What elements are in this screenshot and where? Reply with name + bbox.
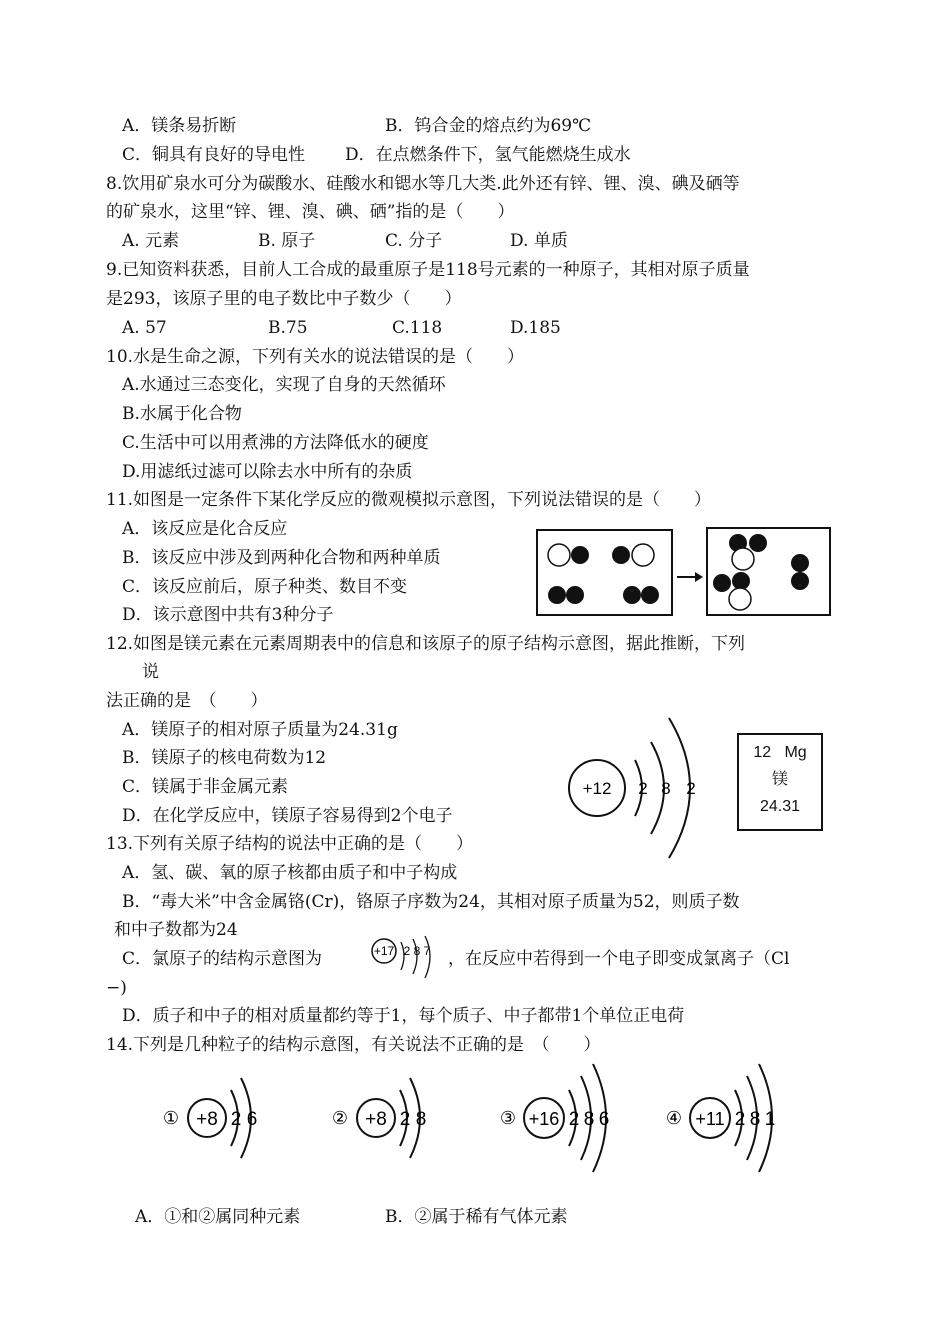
q7-option-a: A．镁条易折断 [122,116,237,136]
q7-option-b: B．钨合金的熔点约为69℃ [385,116,592,136]
q8-option-c: C. 分子 [385,231,443,251]
q10-option-d: D.用滤纸过滤可以除去水中所有的杂质 [122,462,413,482]
mg-shell-1-electrons: 2 [638,779,648,798]
q14-option-a: A．①和②属同种元素 [135,1207,301,1227]
q14-stem: 14.下列是几种粒子的结构示意图，有关说法不正确的是 （ ） [106,1035,601,1055]
q13-option-a: A．氢、碳、氧的原子核都由质子和中子构成 [122,863,458,883]
particle-4-shell-1: 2 [734,1109,746,1130]
q8-option-d: D. 单质 [510,231,568,251]
q12-option-c: C．镁属于非金属元素 [122,777,289,797]
particle-4-shell-2: 8 [749,1109,761,1130]
q11-option-b: B．该反应中涉及到两种化合物和两种单质 [122,548,441,568]
q9-option-d: D.185 [510,318,561,338]
mg-element-name: 镁 [771,771,788,788]
q8-option-b: B. 原子 [258,231,316,251]
particle-2-shell-2: 8 [415,1109,427,1130]
q13-option-c-end: −) [106,978,127,998]
q7-option-c: C．铜具有良好的导电性 [122,145,306,165]
q13-option-b-line1: B．“毒大米”中含金属铬(Cr)，铬原子序数为24，其相对原子质量为52，则质子数 [122,892,740,912]
mg-element-symbol: Mg [784,744,807,761]
q13-option-b-line2: 和中子数都为24 [114,920,238,940]
particle-1-label: ① [162,1108,180,1128]
q12-stem-line3: 法正确的是 （ ） [106,691,268,711]
q12-option-b: B．镁原子的核电荷数为12 [122,748,327,768]
reaction-diagram [535,525,835,620]
mg-periodic-cell [737,733,823,831]
cl-atom-diagram [367,934,447,982]
reactant-box [537,530,672,615]
particle-1-nucleus-label: +8 [196,1109,218,1130]
q14-option-b: B．②属于稀有气体元素 [385,1207,568,1227]
particle-2-shell-1: 2 [399,1109,411,1130]
q9-option-b: B.75 [268,318,308,338]
q7-option-d: D．在点燃条件下，氢气能燃烧生成水 [345,145,631,165]
reaction-arrow [677,572,703,582]
q8-stem-line2: 的矿泉水，这里“锌、锂、溴、碘、硒”指的是（ ） [106,202,515,222]
q10-option-b: B.水属于化合物 [122,404,242,424]
particle-2 [332,1078,426,1158]
mg-shell-2-electrons: 8 [661,779,671,798]
mg-nucleus-label: +12 [582,779,612,798]
q11-option-d: D．该示意图中共有3种分子 [122,605,334,625]
particle-3-nucleus-label: +16 [528,1109,560,1129]
particle-1 [163,1078,257,1158]
q9-stem-line1: 9.已知资料获悉，目前人工合成的最重原子是118号元素的一种原子，其相对原子质量 [106,260,750,280]
particle-3-shell-2: 8 [583,1109,595,1130]
cl-nucleus-label: +17 [373,944,395,958]
q9-stem-line2: 是293，该原子里的电子数比中子数少（ ） [106,289,462,309]
mg-cell-top [739,739,821,766]
q13-option-c-pre: C．氯原子的结构示意图为 [122,949,323,969]
q11-stem: 11.如图是一定条件下某化学反应的微观模拟示意图，下列说法错误的是（ ） [106,490,712,510]
q10-stem: 10.水是生命之源，下列有关水的说法错误的是（ ） [106,347,525,367]
mg-shell-3-electrons: 2 [686,779,696,798]
particle-1-shell-2: 6 [246,1109,258,1130]
particle-3-shell-3: 6 [598,1109,610,1130]
q11-option-c: C．该反应前后，原子种类、数目不变 [122,577,408,597]
particle-4 [666,1064,775,1172]
particle-3-label: ③ [499,1108,517,1128]
q11-option-a: A．该反应是化合反应 [122,519,288,539]
particle-2-label: ② [331,1108,349,1128]
q12-option-d: D．在化学反应中，镁原子容易得到2个电子 [122,806,453,826]
q12-stem-line2: 说 [142,662,159,682]
q8-option-a: A. 元素 [122,231,180,251]
mg-atom-diagram [565,712,705,862]
cl-shells-label: 2 8 7 [403,944,431,958]
particle-1-shell-1: 2 [230,1109,242,1130]
q13-option-d: D．质子和中子的相对质量都约等于1，每个质子、中子都带1个单位正电荷 [122,1006,685,1026]
particle-4-label: ④ [665,1108,683,1128]
mg-atomic-mass: 24.31 [759,798,801,815]
product-box [707,528,830,615]
particle-3 [500,1064,609,1172]
q10-option-a: A.水通过三态变化，实现了自身的天然循环 [122,375,446,395]
q10-option-c: C.生活中可以用煮沸的方法降低水的硬度 [122,433,429,453]
particle-4-nucleus-label: +11 [695,1109,725,1129]
particle-diagrams [155,1062,795,1182]
q8-stem-line1: 8.饮用矿泉水可分为碳酸水、硅酸水和锶水等几大类.此外还有锌、锂、溴、碘及硒等 [106,174,740,194]
particle-3-shell-1: 2 [568,1109,580,1130]
q9-option-c: C.118 [392,318,443,338]
q12-stem-line1: 12.如图是镁元素在元素周期表中的信息和该原子的原子结构示意图，据此推断，下列 [106,634,746,654]
q12-option-a: A．镁原子的相对原子质量为24.31g [122,720,398,740]
q9-option-a: A. 57 [122,318,167,338]
q13-stem: 13.下列有关原子结构的说法中正确的是（ ） [106,834,474,854]
q13-option-c-post: ，在反应中若得到一个电子即变成氯离子（Cl [448,949,790,969]
particle-2-nucleus-label: +8 [365,1109,387,1130]
mg-atomic-number: 12 [753,744,772,761]
particle-4-shell-3: 1 [764,1109,776,1130]
